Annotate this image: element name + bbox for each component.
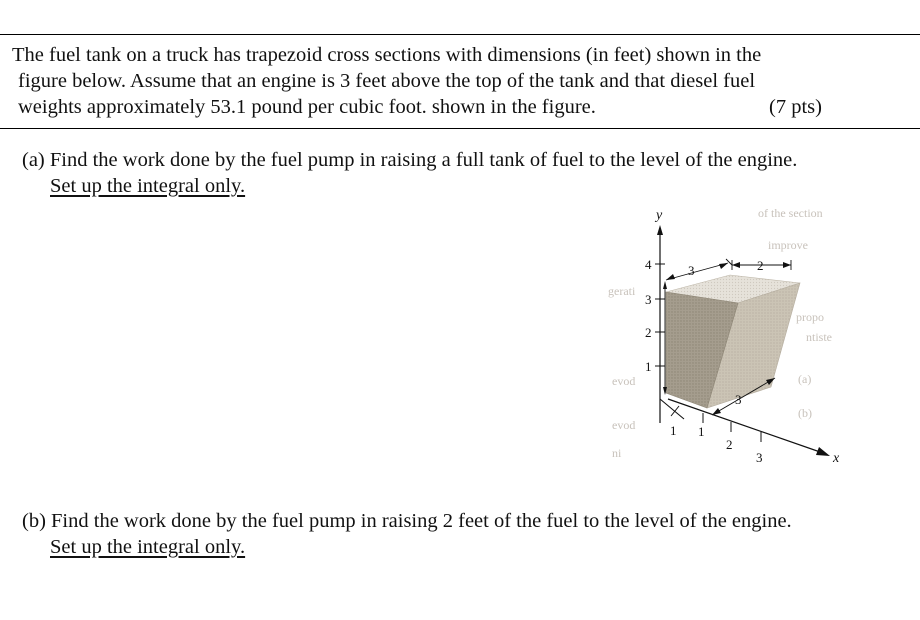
part-a-instruction: Set up the integral only. — [50, 175, 246, 197]
tank-figure — [608, 203, 858, 473]
x-tick-1: 1 — [698, 424, 705, 439]
x-axis-arrow — [816, 447, 830, 456]
top-dim-right-label: 2 — [757, 258, 764, 273]
x-tick-3: 3 — [756, 450, 763, 465]
points-label: (7 pts) — [769, 96, 822, 118]
svg-text:ntiste: ntiste — [806, 330, 832, 344]
svg-text:improve: improve — [768, 238, 808, 252]
y-axis-arrow — [657, 225, 663, 235]
svg-text:of the section: of the section — [758, 206, 823, 220]
front-height-arrow-top — [663, 281, 667, 289]
svg-text:propo: propo — [796, 310, 824, 324]
svg-text:evod: evod — [612, 418, 636, 432]
svg-text:ni: ni — [612, 446, 622, 460]
bottom-dim-label: 3 — [735, 392, 742, 407]
top-dim-left-label: 3 — [688, 263, 695, 278]
header-rule-top — [0, 34, 920, 35]
svg-text:gerati: gerati — [608, 284, 636, 298]
intro-line-3: weights approximately 53.1 pound per cubic foot. shown in the figure. — [18, 96, 596, 118]
intro-line-1: The fuel tank on a truck has trapezoid cross sections with dimensions (in feet) shown in the — [12, 44, 762, 66]
x-axis-label: x — [833, 451, 840, 466]
top-dimension-left — [666, 263, 728, 280]
part-b-instruction: Set up the integral only. — [50, 536, 246, 558]
header-rule-bottom — [0, 128, 920, 129]
part-a-text: (a) Find the work done by the fuel pump in raising a full tank of fuel to the level of the engine. — [22, 149, 798, 171]
svg-text:evod: evod — [612, 374, 636, 388]
svg-text:(a): (a) — [798, 372, 812, 386]
y-tick-1: 1 — [645, 359, 652, 374]
y-tick-4: 4 — [645, 257, 652, 272]
z-tick-1: 1 — [670, 423, 677, 438]
z-axis — [660, 399, 684, 419]
part-b-text: (b) Find the work done by the fuel pump in raising 2 feet of the fuel to the level of the engine. — [22, 510, 792, 532]
y-tick-3: 3 — [645, 292, 652, 307]
y-axis-label: y — [656, 208, 663, 223]
y-tick-2: 2 — [645, 325, 652, 340]
intro-line-2: figure below. Assume that an engine is 3 feet above the top of the tank and that diesel fuel — [18, 70, 756, 92]
x-tick-2: 2 — [726, 437, 733, 452]
svg-text:(b): (b) — [798, 406, 812, 420]
